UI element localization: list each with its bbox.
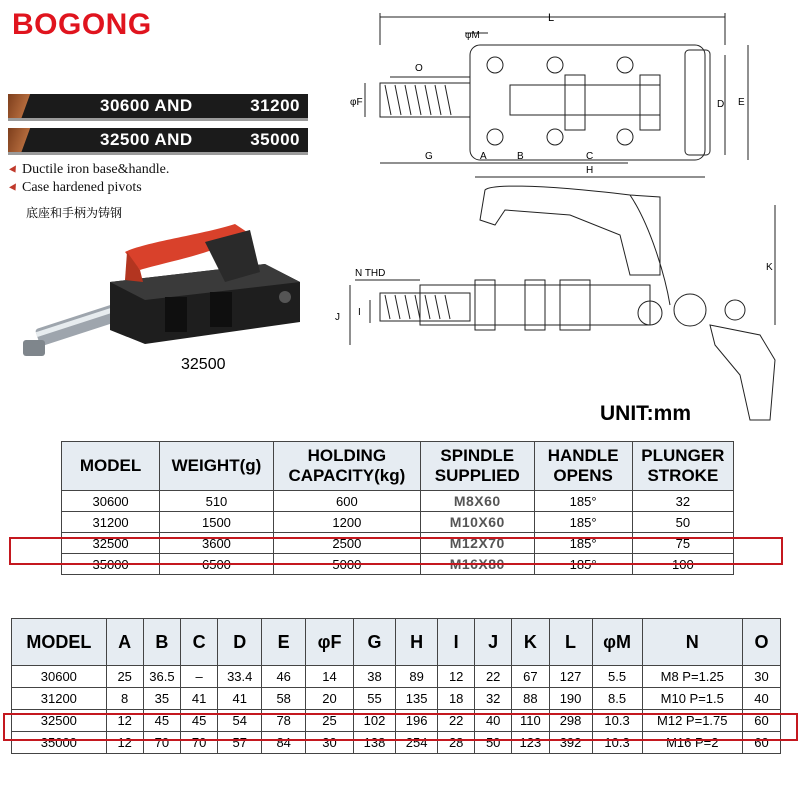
table-cell: 78: [262, 710, 306, 732]
table-header-cell: O: [742, 619, 780, 666]
row-highlight-box: [9, 537, 783, 565]
table-cell: M10 P=1.5: [642, 688, 742, 710]
table-cell: 45: [181, 710, 218, 732]
table-cell: 5.5: [592, 666, 642, 688]
table-cell: 75: [632, 533, 733, 554]
table-cell: 14: [306, 666, 354, 688]
bullet-icon: [9, 165, 19, 174]
table-cell: 123: [512, 732, 549, 754]
table-header-cell: L: [549, 619, 592, 666]
feature-text: Case hardened pivots: [22, 180, 142, 195]
table-cell: 10.3: [592, 732, 642, 754]
table-cell: 70: [143, 732, 180, 754]
table-cell: 8: [106, 688, 143, 710]
table-header-cell: φF: [306, 619, 354, 666]
table-cell: M10X60: [421, 512, 535, 533]
table-cell: 185°: [534, 533, 632, 554]
table-header-cell: φM: [592, 619, 642, 666]
table-cell: 67: [512, 666, 549, 688]
table-cell: 50: [475, 732, 512, 754]
table-cell: 25: [106, 666, 143, 688]
table-cell: 45: [143, 710, 180, 732]
table-header-cell: H: [396, 619, 438, 666]
table-header-cell: N: [642, 619, 742, 666]
table-cell: 31200: [12, 688, 107, 710]
feature-text: Ductile iron base&handle.: [22, 162, 170, 177]
table-cell: 38: [353, 666, 395, 688]
top-view-drawing: [330, 5, 795, 185]
table-header-cell: HANDLE OPENS: [534, 442, 632, 491]
table-cell: 20: [306, 688, 354, 710]
table-cell: 510: [160, 491, 274, 512]
product-photo: [15, 212, 315, 362]
table-cell: 40: [742, 688, 780, 710]
table-row: [12, 666, 781, 688]
table-header-cell: K: [512, 619, 549, 666]
banner-left-text: 32500 AND: [100, 130, 193, 149]
label-F: φF: [350, 97, 363, 108]
table-header-cell: D: [218, 619, 262, 666]
table-cell: M12 P=1.75: [642, 710, 742, 732]
banner-wedge: [8, 128, 48, 152]
table-cell: 10.3: [592, 710, 642, 732]
label-L: L: [548, 12, 555, 24]
table-cell: 12: [106, 732, 143, 754]
label-C: C: [586, 151, 594, 162]
label-K: K: [766, 262, 773, 273]
table-header-cell: MODEL: [62, 442, 160, 491]
table-cell: 185°: [534, 554, 632, 575]
table-cell: 3600: [160, 533, 274, 554]
table-cell: 89: [396, 666, 438, 688]
table-cell: 70: [181, 732, 218, 754]
label-I: I: [358, 307, 361, 318]
table-cell: 600: [273, 491, 420, 512]
table-header-cell: I: [438, 619, 475, 666]
table-header-cell: J: [475, 619, 512, 666]
row-highlight-box: [3, 713, 798, 741]
table-cell: 30600: [62, 491, 160, 512]
table-cell: 185°: [534, 491, 632, 512]
table-cell: 5000: [273, 554, 420, 575]
table-cell: 138: [353, 732, 395, 754]
table-row: [62, 512, 734, 533]
table-cell: 196: [396, 710, 438, 732]
feature-text-chinese: 底座和手柄为铸钢: [26, 206, 123, 220]
table-cell: M12X70: [421, 533, 535, 554]
table-header-cell: WEIGHT(g): [160, 442, 274, 491]
unit-label: UNIT:mm: [600, 402, 692, 425]
table-cell: 60: [742, 732, 780, 754]
table-row: [62, 491, 734, 512]
table-cell: 100: [632, 554, 733, 575]
table-cell: 185°: [534, 512, 632, 533]
table-cell: 33.4: [218, 666, 262, 688]
table-cell: 36.5: [143, 666, 180, 688]
table-cell: 54: [218, 710, 262, 732]
label-B: B: [517, 151, 524, 162]
table-header-cell: SPINDLE SUPPLIED: [421, 442, 535, 491]
table-cell: 30600: [12, 666, 107, 688]
table-cell: 57: [218, 732, 262, 754]
table-cell: 1200: [273, 512, 420, 533]
feature-item: [10, 162, 169, 178]
table-cell: 28: [438, 732, 475, 754]
table-header-cell: HOLDING CAPACITY(kg): [273, 442, 420, 491]
table-cell: 32500: [62, 533, 160, 554]
table-cell: 32: [475, 688, 512, 710]
banner-left-text: 30600 AND: [100, 96, 193, 115]
table-row: [12, 688, 781, 710]
table-cell: 60: [742, 710, 780, 732]
table-cell: 35: [143, 688, 180, 710]
table-cell: 135: [396, 688, 438, 710]
label-H: H: [586, 165, 594, 176]
table-header-cell: PLUNGER STROKE: [632, 442, 733, 491]
table-header-cell: C: [181, 619, 218, 666]
table-cell: 254: [396, 732, 438, 754]
table-header-row: [62, 442, 734, 491]
table-cell: 392: [549, 732, 592, 754]
table-header-cell: A: [106, 619, 143, 666]
table-cell: 55: [353, 688, 395, 710]
model-banner-2: [8, 128, 308, 155]
table-cell: 1500: [160, 512, 274, 533]
table-cell: 41: [218, 688, 262, 710]
table-cell: 30: [306, 732, 354, 754]
table-cell: 18: [438, 688, 475, 710]
table-cell: 102: [353, 710, 395, 732]
table-cell: 46: [262, 666, 306, 688]
table-cell: –: [181, 666, 218, 688]
table-cell: 50: [632, 512, 733, 533]
table-cell: 58: [262, 688, 306, 710]
table-cell: 35000: [62, 554, 160, 575]
label-M: φM: [465, 30, 480, 41]
table-cell: 25: [306, 710, 354, 732]
table-cell: 298: [549, 710, 592, 732]
label-A: A: [480, 151, 487, 162]
label-NTHD: N THD: [355, 268, 386, 279]
table-cell: 190: [549, 688, 592, 710]
table-cell: 110: [512, 710, 549, 732]
banner-right-text: 31200: [250, 96, 300, 115]
bullet-icon: [9, 183, 19, 192]
table-cell: 32: [632, 491, 733, 512]
table-cell: 35000: [12, 732, 107, 754]
table-cell: 22: [438, 710, 475, 732]
model-banner-1: [8, 94, 308, 121]
table-cell: 40: [475, 710, 512, 732]
table-cell: M8X60: [421, 491, 535, 512]
table-cell: 31200: [62, 512, 160, 533]
table-cell: 8.5: [592, 688, 642, 710]
product-caption: 32500: [181, 356, 226, 373]
label-O: O: [415, 63, 423, 74]
label-J: J: [335, 312, 340, 323]
table-cell: 88: [512, 688, 549, 710]
side-view-drawing: [330, 185, 785, 425]
table-header-cell: G: [353, 619, 395, 666]
table-cell: 22: [475, 666, 512, 688]
table-header-row: [12, 619, 781, 666]
label-D: D: [717, 99, 725, 110]
label-E: E: [738, 97, 745, 108]
table-header-cell: MODEL: [12, 619, 107, 666]
table-cell: 84: [262, 732, 306, 754]
table-cell: M16X80: [421, 554, 535, 575]
table-cell: M8 P=1.25: [642, 666, 742, 688]
table-cell: 2500: [273, 533, 420, 554]
table-cell: 30: [742, 666, 780, 688]
table-header-cell: E: [262, 619, 306, 666]
banner-wedge: [8, 94, 48, 118]
table-cell: 32500: [12, 710, 107, 732]
table-header-cell: B: [143, 619, 180, 666]
table-cell: M16 P=2: [642, 732, 742, 754]
table-cell: 12: [438, 666, 475, 688]
banner-right-text: 35000: [250, 130, 300, 149]
brand-logo: BOGONG: [12, 8, 152, 41]
table-cell: 12: [106, 710, 143, 732]
label-G: G: [425, 151, 433, 162]
table-cell: 41: [181, 688, 218, 710]
feature-item: [10, 180, 142, 196]
table-cell: 127: [549, 666, 592, 688]
table-cell: 6500: [160, 554, 274, 575]
